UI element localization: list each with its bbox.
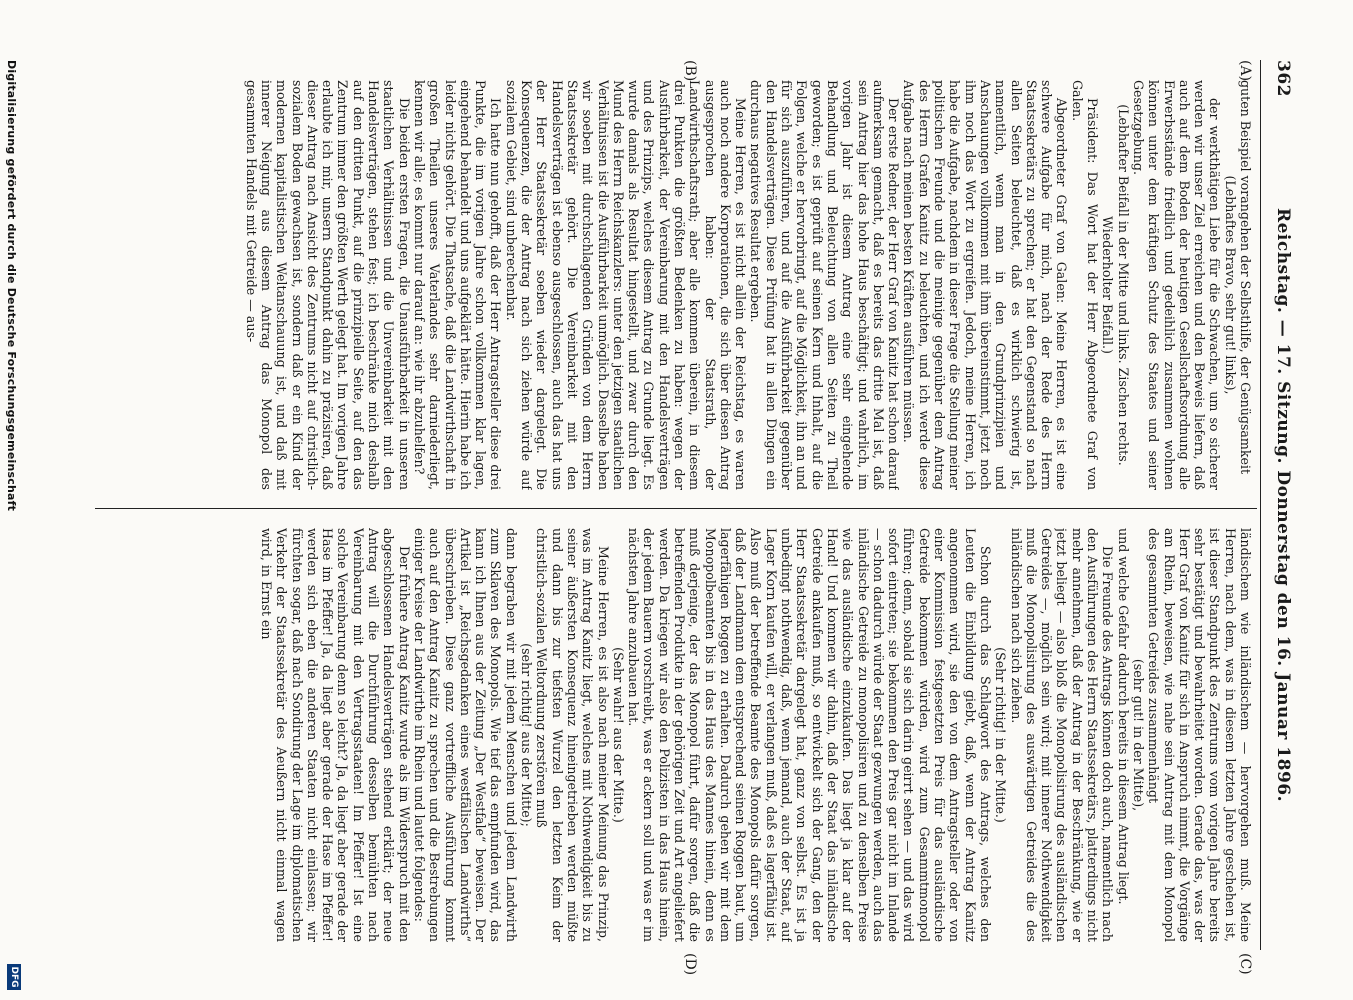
running-title: Reichstag. — 17. Sitzung. Donnerstag den 16. Januar 1896.	[1273, 207, 1293, 803]
paragraph: ländischem wie inländischem — hervorgehen muß. Meine Herren, nach dem, was in diesem letzten Jahre geschehen ist, ist dieser Standpunkt des Zentrums vom vorigen Jahre bereits sehr bestätigt und bewahrheitet worden. Gerade das, was der Herr Graf von Kanitz für sich in Anspruch nimmt, die Vorgänge am Rhein, beweisen, wie nahe sein Antrag mit dem Monopol des gesammten Getreides zusammenhängt	[1146, 528, 1253, 942]
paragraph: dann begraben wir mit jedem Menschen und jedem Landwirth zum Sklaven des Monopols. Wie tief das empfunden wird, das kann ich Ihnen aus der Zeitung „Der Westfale“ beweisen. Der Artikel ist „Reichsgedanken eines westfälischen Landwirths“ überschrieben. Diese ganz vortreffliche Ausführung kommt auch auf den Antrag Kanitz zu sprechen und die Bestrebungen einiger Kreise der Landwirthe im Rhein und lautet folgendes:	[411, 528, 519, 942]
margin-marker-a: (A)	[1237, 60, 1253, 82]
paragraph: Abgeordneter Graf von Galen: Meine Herren, es ist eine schwere Aufgabe für mich, nach der Rede des Herrn Staatssekretärs zu sprechen; er hat den Gegenstand so nach allen Seiten beleuchtet, daß es wirklich schwierig ist, namentlich, wenn man in den Grundprinzipien und Anschauungen vollkommen mit ihm übereinstimmt, jetzt noch ihm noch das Wort zu ergreifen. Jedoch, meine Herren, ich habe die Aufgabe, nachdem in dieser Frage die Stellung meiner politischen Freunde und die meinige gegenüber dem Antrag des Herrn Grafen Kanitz zu beleuchten, und ich werde diese Aufgabe nach meinen besten Kräften ausführen müssen.	[901, 80, 1070, 490]
right-column	[80, 528, 1253, 942]
paragraph: Der erste Redner, der Herr Graf von Kanitz hat schon darauf aufmerksam gemacht, daß es bereits das dritte Mal ist, daß sein Antrag hier das hohe Haus beschäftigt; und wahrlich, im vorigen Jahr ist diesem Antrag eine sehr eingehende Behandlung und Beleuchtung von allen Seiten zu Theil geworden; es ist geprüft auf seinen Kern und Inhalt, auf die Folgen, welche er hervorbringt, auf die Möglichkeit, ihn an und für sich auszuführen, und auf die Ausführbarkeit gegenüber den Handelsverträgen. Diese Prüfung hat in allen Dingen ein durchaus negatives Resultat ergeben.	[748, 80, 902, 490]
paragraph: Die Freunde des Antrags können doch auch, namentlich nach den Ausführungen des Herrn Staatssekretärs, platterdings nicht mehr annehmen, daß der Antrag in der Beschränkung, wie er jetzt beliegt — also bloß die Monopolisirung des ausländischen Getreides —, möglich sein wird; mit innerer Nothwendigkeit muß die Monopolisirung des auswärtigen Getreides die des inländischen nach sich ziehen.	[1008, 528, 1116, 942]
page-number: 362	[1273, 60, 1293, 97]
paragraph: (Lebhafter Beifall in der Mitte und links. Zischen rechts. Wiederholter Beifall.)	[1100, 104, 1131, 466]
paragraph: Meine Herren, es ist also nach meiner Meinung das Prinzip, was im Antrag Kanitz liegt, welches mit Nothwendigkeit bis zu seiner äußersten Konsequenz hineingetrieben werden müßte und dann bis zur tiefsten Wurzel den letzten Keim der christlich-sozialen Weltordnung zerstören muß	[534, 528, 611, 942]
paragraph: (Lebhaftes Bravo, sehr gut! links),	[1222, 175, 1238, 395]
page-header	[1263, 60, 1293, 950]
paragraph: Meine Herren, es ist nicht allein der Reichstag, es waren auch noch andere Korporationen, die sich über diesen Antrag ausgesprochen haben: der Staatsrath, der Landwirthschaftsrath; aber alle kommen überein, in diesem drei Punkten die größten Bedenken zu haben: wegen der Ausführbarkeit, der Vereinbarung mit den Handelsverträgen und des Prinzips, welches diesem Antrag zu Grunde liegt. Es wurde damals als Resultat hingestellt, und zwar durch den Mund des Herrn Reichskanzlers: unter den jetzigen staatlichen Verhältnissen ist die Ausführbarkeit unmöglich. Dasselbe haben wir soeben mit durchschlagenden Gründen von dem Herrn Staatssekretär gehört. Die Vereinbarkeit mit den Handelsverträgen ist ebenso ausgeschlossen, auch das hat uns der Herr Staatssekretär soeben wieder dargelegt. Die Konsequenzen, die der Antrag nach sich ziehen würde auf sozialem Gebiet, sind unberechenbar.	[503, 80, 749, 490]
margin-marker-c: (C)	[1237, 953, 1253, 975]
dfg-logo: DFG	[7, 964, 21, 990]
paragraph: Präsident: Das Wort hat der Herr Abgeordnete Graf von Galen.	[1069, 80, 1101, 490]
header-rule	[1260, 60, 1261, 950]
digitization-credit: Digitalisierung gefördert durch die Deutsche Forschungsgemeinschaft	[5, 60, 18, 512]
margin-marker-b: (B)	[682, 60, 698, 82]
margin-marker-d: (D)	[682, 953, 698, 976]
paragraph: (sehr richtig! aus der Mitte);	[519, 643, 535, 827]
paragraph: Die beiden ersten Fragen, die Unausführbarkeit in unseren staatlichen Verhältnissen und die Unvereinbarkeit mit den Handelsverträgen, stehen fest; ich beschränke mich deshalb auf den dritten Punkt, auf die prinzipielle Seite, auf den das Zentrum immer den größten Werth gelegt hat. Im vorigen Jahre erlaubte ich mir, unsern Standpunkt dahin zu präzisiren, daß dieser Antrag nach Ansicht des Zentrums nicht auf christlich-sozialem Boden gewachsen ist, sondern daß er ein Kind der modernen kapitalistischen Weltanschauung ist, und daß mit innerer Neigung aus diesem Antrag das Monopol des gesammten Handels mit Getreide — aus-	[243, 80, 412, 490]
paragraph: (Sehr wahr! aus der Mitte.)	[610, 647, 626, 823]
paragraph: (sehr gut! in der Mitte),	[1130, 658, 1146, 812]
paragraph: Schon durch das Schlagwort des Antrags, welches den Leuten die Einbildung giebt, daß, wenn der Antrag Kanitz angenommen wird, sie den von dem Antragsteller oder von einer Kommission festgesetzten Preis für das ausländische Getreide bekommen würden, wird zum Gesammtmonopol führen; denn, sobald sie sich darin geirrt sehen — und das wird sofort eintreten; sie bekommen den Preis gar nicht im Inlande — schon dadurch würde der Staat gezwungen werden, auch das inländische Getreide zu monopolisiren und zu denselben Preise wie das ausländische einzukaufen. Das liegt ja klar auf der Hand! Und kommen wir dahin, daß der Staat das inländische Getreide ankaufen muß, so entwickelt sich der Gang, den der Herr Staatssekretär dargelegt hat, ganz von selbst. Es ist ja unbedingt nothwendig, daß, wenn jemand, auch der Staat, auf Lager Korn kaufen will, er verlangen muß, daß es lagerfähig ist. Also muß der betreffende Beamte des Monopols dafür sorgen, daß der Landmann dem entsprechend seinen Roggen baut, um lagerfähigen Roggen zu erhalten. Dadurch gehen wir mit dem Monopolbeamten bis in das Haus des Mannes hinein, denn es muß derjenige, der das Monopol führt, dafür sorgen, daß die betreffenden Produkte in der gehörigen Zeit und Art angeliefert werden. Da kriegen wir also den Polizisten in das Haus hinein, der jedem Bauern vorschreibt, was er ackern soll und was er im nächsten Jahre anzubauen hat.	[626, 528, 993, 942]
paragraph: und welche Gefahr dadurch bereits in diesem Antrag liegt.	[1115, 528, 1131, 905]
paragraph: (Sehr richtig! in der Mitte.)	[993, 647, 1009, 823]
paragraph: der werkthätigen Liebe für die Schwachen, um so sicherer werden wir unser Ziel erreichen und den Beweis liefern, daß auch auf dem Boden der heutigen Gesellschaftsordnung alle Erwerbsstände friedlich und gedeihlich zusammen wohnen können unter dem kräftigen Schutz des Staates und seiner Gesetzgebung.	[1130, 80, 1223, 490]
column-rule	[95, 508, 1257, 509]
paragraph: Ich hatte nun gehofft, daß der Herr Antragsteller diese drei Punkte, die im vorigen Jahre schon vollkommen klar lagen, eingehend behandelt und uns aufgeklärt hätte. Hierin habe ich leider nichts gehört. Die Thatsache, daß die Landwirthschaft in großen Theilen unseres Vaterlandes sehr darniederliegt, kennen wir alle; es kommt nur darauf an: wie ihr abzuhelfen?	[411, 80, 504, 490]
left-column	[80, 80, 1253, 490]
paragraph: Der frühere Antrag Kanitz wurde als im Widerspruch mit den abgeschlossenen Handelsverträgen stehend erklärt; der neue Antrag will die Durchführung desselben bemühten nach Vereinbarung mit den Vertragsstaaten! Im Pfeffer! Ist eine solche Vereinbarung denn so leicht? Ja, da liegt aber gerade der Hase im Pfeffer! Ja, da liegt aber gerade der Hase im Pfeffer! werden sich eben die anderen Staaten nicht einlassen; wir fürchten sogar, daß nach Sondirung der Lage im diplomatischen Verkehr der Staatssekretär des Aeußern nicht einmal wagen wird, in Ernst ein	[259, 528, 412, 942]
paragraph: guten Beispiel vorangehen der Selbsthilfe, der Genügsamkeit	[1238, 80, 1253, 475]
